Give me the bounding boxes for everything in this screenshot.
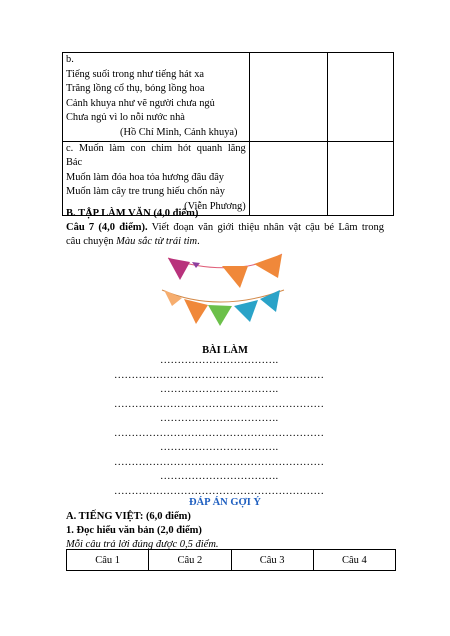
header-cell: Câu 4 xyxy=(313,550,395,571)
empty-cell xyxy=(327,53,393,142)
question-7-line1 xyxy=(66,221,384,236)
work-title: BÀI LÀM xyxy=(202,345,248,356)
story-title: Màu sắc từ trái tim xyxy=(116,236,198,247)
header-cell: Câu 2 xyxy=(149,550,231,571)
table-row xyxy=(67,550,396,571)
dotted-line: …………………………………………………… xyxy=(114,457,324,468)
empty-cell xyxy=(249,53,327,142)
poem-source: (Hồ Chí Minh, Cảnh khuya) xyxy=(120,126,238,138)
flag-orange-2 xyxy=(254,254,282,278)
flag-orange-3 xyxy=(184,299,208,324)
subsection-heading: 1. Đọc hiểu văn bản (2,0 điểm) xyxy=(66,525,202,536)
section-a-heading: A. TIẾNG VIỆT: (6,0 điểm) xyxy=(66,511,191,522)
answer-table xyxy=(66,549,396,571)
header-cell: Câu 3 xyxy=(231,550,313,571)
section-b-heading: B. TẬP LÀM VĂN (4,0 điểm) xyxy=(66,208,199,219)
poem-table xyxy=(62,52,394,216)
dotted-line: …………………………………………………… xyxy=(114,399,324,410)
question-text: Viết đoạn văn giới thiệu nhân vật cậu bé Lâm trong xyxy=(147,222,384,233)
poem-line: Tiếng suối trong như tiếng hát xa xyxy=(66,68,205,80)
poem-line: b. xyxy=(66,54,74,65)
flag-green xyxy=(208,305,232,326)
poem-line: Cảnh khuya như vẽ người chưa ngủ xyxy=(66,97,215,109)
dotted-line: …………………………………………………… xyxy=(114,428,324,439)
dotted-line: ……………………………. xyxy=(160,442,279,453)
header-cell: Câu 1 xyxy=(67,550,149,571)
poem-cell-c xyxy=(63,141,250,215)
question-label: Câu 7 (4,0 điểm). xyxy=(66,222,148,233)
dotted-line: ……………………………. xyxy=(160,471,279,482)
poem-line: Muốn làm cây tre trung hiếu chốn này xyxy=(66,186,225,198)
dotted-line: …………………………………………………… xyxy=(114,370,324,381)
poem-line: Muốn làm đóa hoa tỏa hương đâu đây xyxy=(66,171,225,183)
table-row xyxy=(63,141,394,215)
table-row xyxy=(63,53,394,142)
poem-line: c. Muốn làm con chim hót quanh lăng xyxy=(66,142,246,154)
bunting-decoration xyxy=(158,250,294,326)
scoring-note: Mỗi câu trả lời đúng được 0,5 điểm. xyxy=(66,539,219,550)
empty-cell xyxy=(327,141,393,215)
flag-teal xyxy=(234,300,258,322)
question-end: . xyxy=(197,236,200,247)
flag-teal-2 xyxy=(260,290,280,312)
dotted-line: ……………………………. xyxy=(160,384,279,395)
poem-line: Bác xyxy=(66,157,83,169)
dotted-line: …………………………………………………… xyxy=(114,486,324,497)
poem-line: Chưa ngủ vì lo nỗi nước nhà xyxy=(66,112,185,124)
poem-line: Trăng lồng cổ thụ, bóng lồng hoa xyxy=(66,83,205,95)
answer-title: ĐÁP ÁN GỢI Ý xyxy=(188,497,262,508)
flag-orange xyxy=(222,266,248,288)
flag-magenta xyxy=(168,258,190,280)
empty-cell xyxy=(249,141,327,215)
dotted-line: ……………………………. xyxy=(160,355,279,366)
dotted-line: ……………………………. xyxy=(160,413,279,424)
poem-cell-b xyxy=(63,53,250,142)
flag-lightorange xyxy=(164,290,182,306)
poem-source: (Viễn Phương) xyxy=(184,200,246,212)
question-7-line2 xyxy=(66,235,200,250)
question-text-cont: câu chuyện xyxy=(66,236,117,247)
